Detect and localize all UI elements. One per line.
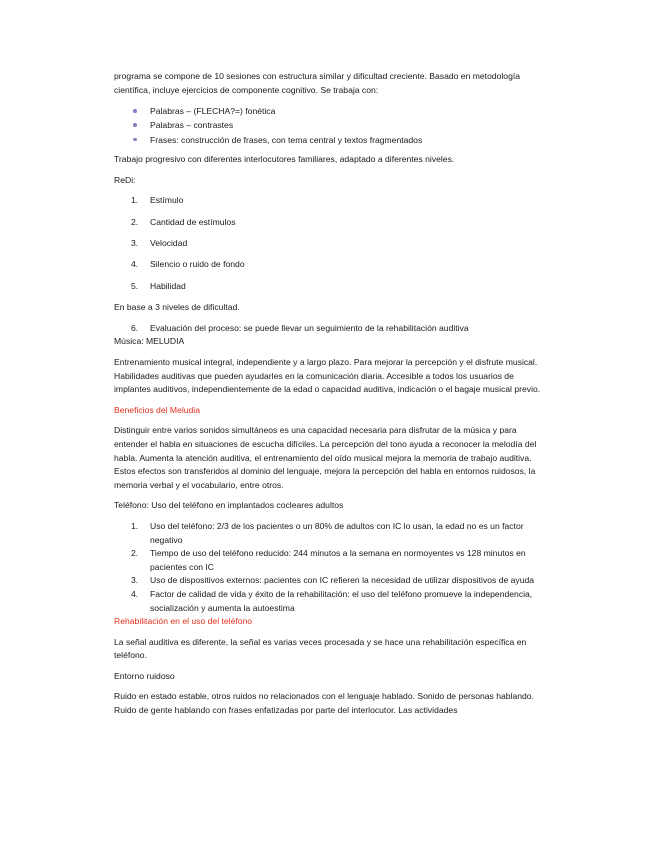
list-item <box>114 574 544 588</box>
redi-label: ReDi: <box>114 174 136 185</box>
intro-paragraph: programa se compone de 10 sesiones con estructura similar y dificultad creciente. Basado en metodología científica, incluye ejercicios de componente cognitivo. Se trabaja con: <box>114 71 521 95</box>
benefits-heading: Beneficios del Meludia <box>114 404 200 415</box>
list-text: Silencio o ruido de fondo <box>150 259 245 270</box>
list-text: Velocidad <box>150 238 188 249</box>
list-item <box>114 547 544 574</box>
list-text: Uso de dispositivos externos: pacientes con IC refieren la necesidad de utilizar dispositivos de ayuda <box>150 575 535 586</box>
list-number: 3. <box>131 575 139 586</box>
list-item <box>114 588 544 615</box>
document-body <box>114 70 544 718</box>
phone-numbered-list <box>114 520 544 615</box>
list-number: 3. <box>131 238 139 249</box>
list-item <box>114 194 544 208</box>
list-text: Factor de calidad de vida y éxito de la rehabilitación: el uso del teléfono promueve la independencia, socialización y aumenta la autoestima <box>150 588 533 613</box>
levels-paragraph: En base a 3 niveles de dificultad. <box>114 302 240 313</box>
list-item <box>114 237 544 251</box>
exercise-bullet-list <box>114 104 544 147</box>
list-number: 6. <box>131 322 139 333</box>
list-item <box>114 520 544 547</box>
progressive-paragraph: Trabajo progresivo con diferentes interlocutores familiares, adaptado a diferentes niveles. <box>114 154 455 165</box>
list-number: 2. <box>131 548 139 559</box>
list-item <box>114 280 544 294</box>
list-item <box>114 216 544 230</box>
list-number: 4. <box>131 259 139 270</box>
list-text: Estímulo <box>150 195 184 206</box>
list-number: 4. <box>131 588 139 599</box>
phone-rehab-paragraph: La señal auditiva es diferente, la señal es varias veces procesada y se hace una rehabilitación específica en teléfono. <box>114 636 527 661</box>
phone-label: Teléfono: Uso del teléfono en implantados cocleares adultos <box>114 500 344 511</box>
music-paragraph: Entrenamiento musical integral, independiente y a largo plazo. Para mejorar la percepción y el disfrute musical. Habilidades auditivas que pueden ayudarles en la comunicación diaria. Accesible a todos los usuarios de implantes auditivos, independientemente de la edad o capacidad auditiva, indicación o el bagaje musical previo. <box>114 357 541 395</box>
bullet-item: Palabras – (FLECHA?=) fonética <box>114 104 544 118</box>
list-text: Cantidad de estímulos <box>150 216 236 227</box>
noise-label: Entorno ruidoso <box>114 670 175 681</box>
list-text: Evaluación del proceso: se puede llevar un seguimiento de la rehabilitación auditiva <box>150 322 469 333</box>
list-item <box>114 258 544 272</box>
list-number: 1. <box>131 195 139 206</box>
benefits-paragraph: Distinguir entre varios sonidos simultáneos es una capacidad necesaria para disfrutar de la música y para entender el habla en situaciones de escucha difíciles. La percepción del tono ayuda a reconocer la melodía del habla. Aumenta la atención auditiva, el entrenamiento del oído musical mejora la memoria de trabajo auditiva. Estos efectos son transferidos al dominio del lenguaje, mejora la percepción del habla en entornos ruidosos, la memoria verbal y el vocabulario, entre otros. <box>114 425 537 490</box>
music-label: Música: MELUDIA <box>114 336 185 347</box>
redi-numbered-list <box>114 194 544 293</box>
list-text: Habilidad <box>150 280 186 291</box>
list-number: 5. <box>131 280 139 291</box>
list-item <box>114 322 544 336</box>
phone-rehab-heading: Rehabilitación en el uso del teléfono <box>114 616 253 627</box>
list-text: Uso del teléfono: 2/3 de los pacientes o un 80% de adultos con IC lo usan, la edad no es un factor negativo <box>150 520 524 545</box>
list-number: 2. <box>131 216 139 227</box>
bullet-item: Frases: construcción de frases, con tema central y textos fragmentados <box>114 133 544 147</box>
noise-paragraph: Ruido en estado estable, otros ruidos no relacionados con el lenguaje hablado. Sonido de personas hablando. Ruido de gente hablando con frases enfatizadas por parte del interlocutor. Las actividades <box>114 691 534 716</box>
evaluation-list <box>114 322 544 336</box>
bullet-item: Palabras – contrastes <box>114 118 544 132</box>
list-text: Tiempo de uso del teléfono reducido: 244 minutos a la semana en normoyentes vs 128 minutos en pacientes con IC <box>150 548 526 572</box>
list-number: 1. <box>131 520 139 531</box>
